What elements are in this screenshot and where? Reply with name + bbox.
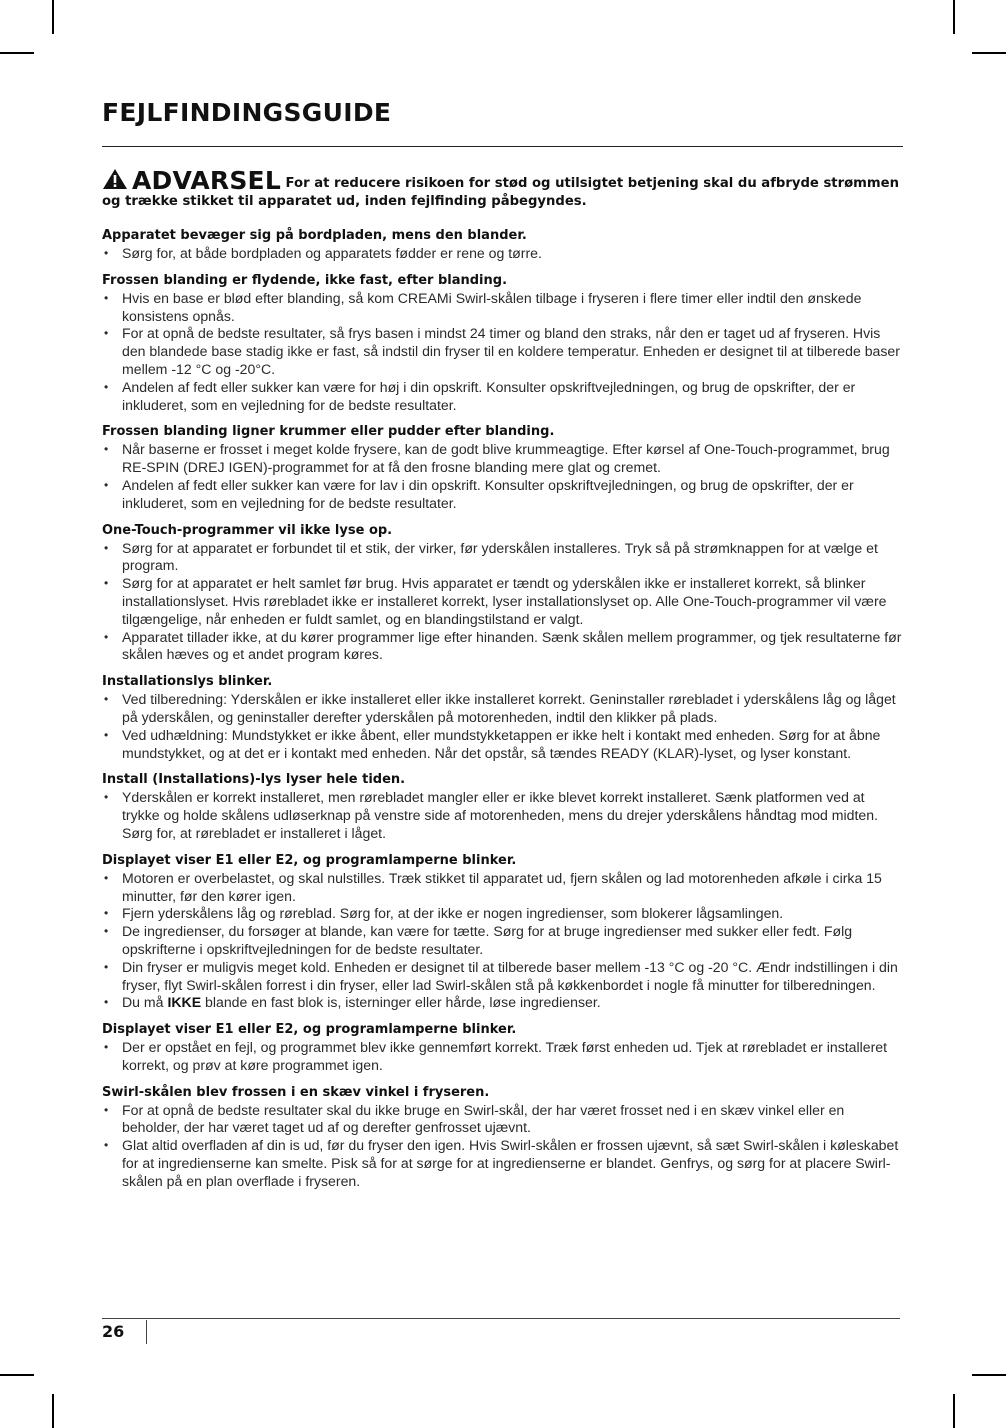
bullet-list [102, 1039, 903, 1075]
list-item: • Ved tilberedning: Yderskålen er ikke installeret eller ikke installeret korrekt. Geninstaller rørebladet i yderskålens låg og låget på yderskålen, og geninstaller derefter yderskålen på motorenheden, indtil den klikker på plads. [102, 691, 903, 727]
crop-mark [953, 0, 955, 34]
list-item: • Apparatet tillader ikke, at du kører programmer lige efter hinanden. Sænk skålen mellem programmer, og tjek resultaterne før skålen hæves og et andet program køres. [102, 629, 903, 665]
list-item: • For at opnå de bedste resultater skal du ikke bruge en Swirl-skål, der har været frosset ned i en skæv vinkel eller en beholder, der har været taget ud af og derefter genfrosset ujævnt. [102, 1102, 903, 1138]
title-divider [102, 146, 903, 147]
troubleshooting-content [102, 168, 903, 1200]
section-heading: Installationslys blinker. [102, 674, 273, 690]
page-number: 26 [102, 1322, 125, 1341]
troubleshoot-section [102, 272, 903, 415]
item-text: Du må [122, 994, 168, 1011]
list-item: • Ved udhældning: Mundstykket er ikke åbent, eller mundstykketappen er ikke helt i kontakt med enheden. Sørg for at åbne mundstykket, og at det er i kontakt med enheden. Når det opstår, så tændes READY (KLAR)-lyset, og lyser konstant. [102, 727, 903, 763]
bullet-list [102, 691, 903, 762]
list-item: • Sørg for at apparatet er helt samlet før brug. Hvis apparatet er tændt og yderskålen ikke er installeret korrekt, så blinker installationslyset. Hvis rørebladet ikke er installeret korrekt, lyser installationslyset op. Alle One-Touch-programmer vil være tilgængelige, når enheden er fuldt samlet, og en blandingstilstand er valgt. [102, 575, 903, 628]
section-heading: Swirl-skålen blev frossen i en skæv vinkel i fryseren. [102, 1084, 490, 1100]
troubleshoot-section [102, 522, 903, 665]
warning-triangle-icon [102, 168, 128, 190]
warning-notice [102, 168, 903, 211]
footer-divider [102, 1318, 900, 1319]
warning-label: ADVARSEL [132, 166, 281, 195]
troubleshoot-section [102, 1021, 903, 1075]
bullet-list [102, 245, 903, 263]
crop-mark [0, 52, 34, 54]
list-item: • Andelen af fedt eller sukker kan være for høj i din opskrift. Konsulter opskriftvejledningen, og brug de opskrifter, der er inkluderet, som en vejledning for de bedste resultater. [102, 379, 903, 415]
troubleshoot-section [102, 673, 903, 762]
bullet-list [102, 1102, 903, 1191]
section-heading: One-Touch-programmer vil ikke lyse op. [102, 522, 393, 538]
bullet-list [102, 540, 903, 665]
troubleshoot-section [102, 852, 903, 1012]
crop-mark [52, 1394, 54, 1428]
list-item: • De ingredienser, du forsøger at blande, kan være for tætte. Sørg for at bruge ingredienser med sukker eller fedt. Følg opskrifterne i opskriftvejledningen for de bedste resultater. [102, 923, 903, 959]
list-item: • Sørg for at apparatet er forbundet til et stik, der virker, før yderskålen installeres. Tryk så på strømknappen for at vælge et program. [102, 540, 903, 576]
list-item: • Hvis en base er blød efter blanding, så kom CREAMi Swirl-skålen tilbage i fryseren i flere timer eller indtil den ønskede konsistens opnås. [102, 290, 903, 326]
emphasis-text: IKKE [167, 994, 202, 1011]
crop-mark [972, 1374, 1006, 1376]
section-heading: Frossen blanding er flydende, ikke fast, efter blanding. [102, 272, 508, 288]
list-item: • Der er opstået en fejl, og programmet blev ikke gennemført korrekt. Træk først enheden ud. Tjek at rørebladet er installeret korrekt, og prøv at køre programmet igen. [102, 1039, 903, 1075]
section-heading: Apparatet bevæger sig på bordpladen, mens den blander. [102, 228, 527, 243]
list-item: • Fjern yderskålens låg og røreblad. Sørg for, at der ikke er nogen ingredienser, som blokerer lågsamlingen. [102, 905, 903, 923]
list-item: • Andelen af fedt eller sukker kan være for lav i din opskrift. Konsulter opskriftvejledningen, og brug de opskrifter, der er inkluderet, som en vejledning for de bedste resultater. [102, 477, 903, 513]
section-heading: Frossen blanding ligner krummer eller pudder efter blanding. [102, 424, 555, 440]
page-number-separator [146, 1320, 147, 1344]
list-item: • For at opnå de bedste resultater, så frys basen i mindst 24 timer og bland den straks, når den er taget ud af fryseren. Hvis den blandede base stadig ikke er fast, så indstil din fryser til en koldere temperatur. Enheden er designet til at tilberede baser mellem -12 °C og -20°C. [102, 325, 903, 378]
list-item: • Din fryser er muligvis meget kold. Enheden er designet til at tilberede baser mellem -13 °C og -20 °C. Ændr indstillingen i din fryser, flyt Swirl-skålen forrest i din fryser, eller lad Swirl-skålen stå på køkkenbordet i nogle få minutter for tilberedningen. [102, 959, 903, 995]
troubleshoot-section [102, 227, 903, 263]
troubleshoot-section [102, 771, 903, 842]
crop-mark [0, 1374, 34, 1376]
list-item: • Glat altid overfladen af din is ud, før du fryser den igen. Hvis Swirl-skålen er frossen ujævnt, så sæt Swirl-skålen i køleskabet for at ingredienserne kan smelte. Pisk så for at sørge for at ingredienserne er blandet. Genfrys, og sørg for at placere Swirl-skålen på en plan overflade i fryseren. [102, 1137, 903, 1190]
list-item: • Sørg for, at både bordpladen og apparatets fødder er rene og tørre. [102, 245, 903, 263]
bullet-list [102, 441, 903, 512]
page-title: FEJLFINDINGSGUIDE [102, 98, 392, 127]
list-item: • Motoren er overbelastet, og skal nulstilles. Træk stikket til apparatet ud, fjern skålen og lad motorenheden afkøle i cirka 15 minutter, før den kører igen. [102, 870, 903, 906]
list-item: • Når baserne er frosset i meget kolde frysere, kan de godt blive krummeagtige. Efter kørsel af One-Touch-programmet, brug RE-SPIN (DREJ IGEN)-programmet for at få den frosne blanding mere glat og cremet. [102, 441, 903, 477]
warning-text: For at reducere risikoen for stød og utilsigtet betjening skal du afbryde strømmen og trække stikket til apparatet ud, inden fejlfinding påbegyndes. [102, 176, 899, 209]
troubleshoot-section [102, 423, 903, 512]
crop-mark [953, 1394, 955, 1428]
section-heading: Displayet viser E1 eller E2, og programlamperne blinker. [102, 1022, 517, 1038]
crop-mark [52, 0, 54, 34]
list-item [102, 994, 903, 1012]
troubleshoot-section [102, 1084, 903, 1191]
bullet-list [102, 290, 903, 415]
bullet-list [102, 870, 903, 1012]
section-heading: Install (Installations)-lys lyser hele tiden. [102, 772, 406, 788]
list-item: • Yderskålen er korrekt installeret, men rørebladet mangler eller er ikke blevet korrekt installeret. Sænk platformen ved at trykke og holde skålens udløserknap på venstre side af motorenheden, mens du drejer yderskålens håndtag mod midten. Sørg for, at rørebladet er installeret i låget. [102, 789, 903, 842]
bullet-list [102, 789, 903, 842]
crop-mark [972, 52, 1006, 54]
item-text: blande en fast blok is, isterninger eller hårde, løse ingredienser. [201, 994, 601, 1011]
section-heading: Displayet viser E1 eller E2, og programlamperne blinker. [102, 852, 517, 868]
